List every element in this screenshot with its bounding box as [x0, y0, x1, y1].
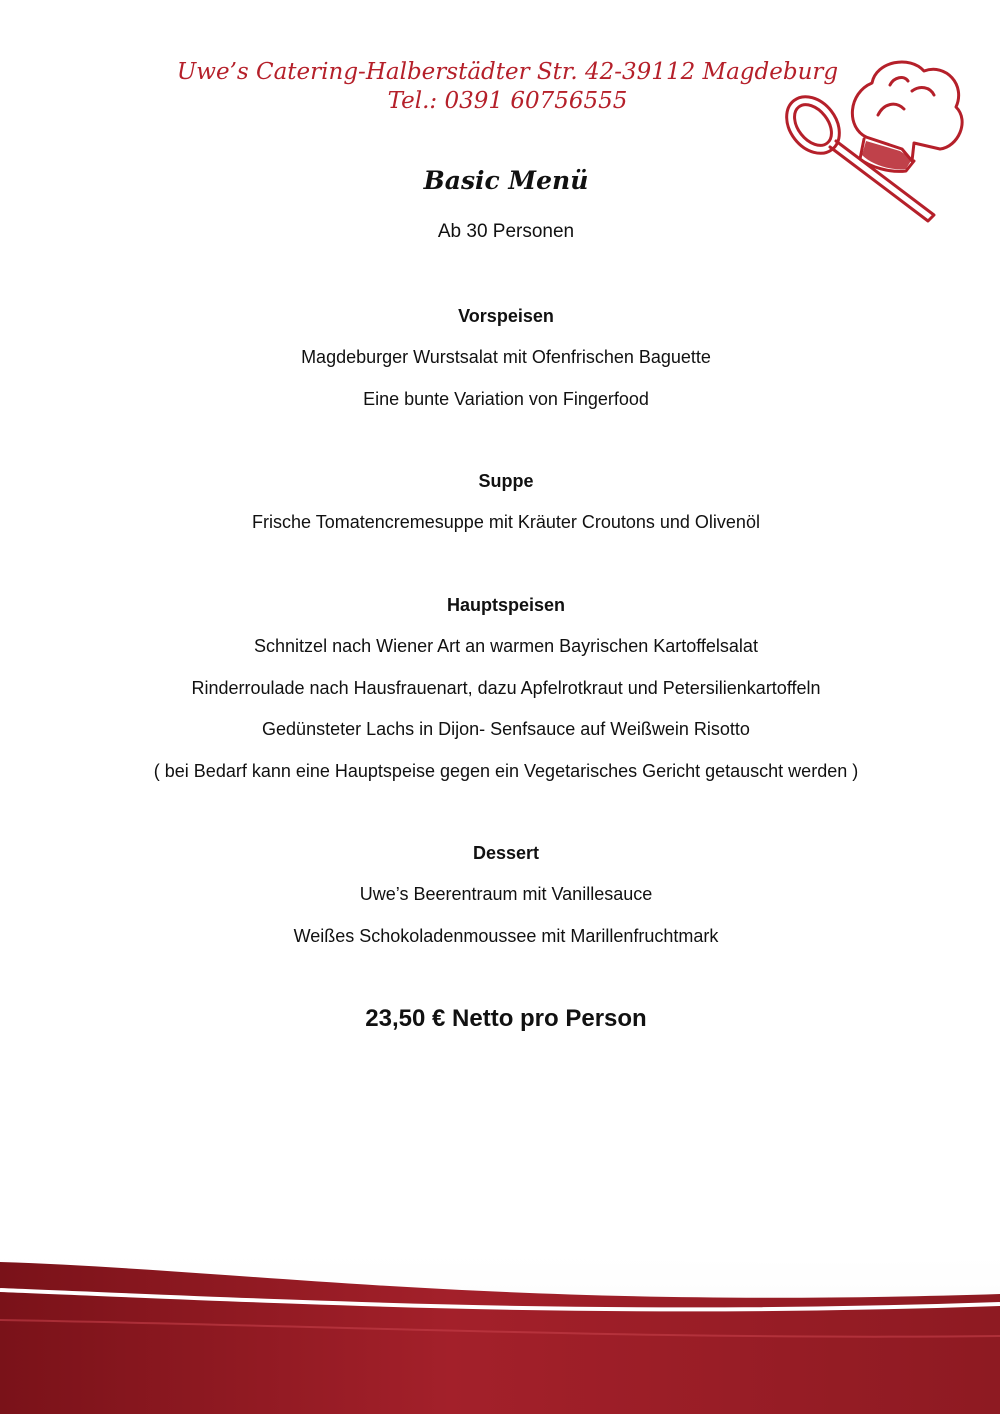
- section-suppe: [0, 470, 1000, 553]
- menu-item: Uwe’s Beerentraum mit Vanillesauce: [359, 884, 653, 904]
- section-dessert: [0, 842, 1000, 966]
- menu-item: Rinderroulade nach Hausfrauenart, dazu Apfelrotkraut und Petersilienkartoffeln: [191, 677, 821, 698]
- company-address: Uwe’s Catering-Halberstädter Str. 42-39112 Magdeburg: [176, 59, 839, 85]
- section-vorspeisen: [0, 305, 1000, 429]
- menu-item: ( bei Bedarf kann eine Hauptspeise gegen ein Vegetarisches Gericht getauscht werden ): [153, 760, 859, 781]
- section-title: Dessert: [472, 843, 540, 863]
- menu-item: Frische Tomatencremesuppe mit Kräuter Croutons und Olivenöl: [252, 512, 760, 532]
- company-phone: Tel.: 0391 60756555: [387, 88, 628, 114]
- footer-wave: [0, 1240, 1000, 1414]
- menu-item: Gedünsteter Lachs in Dijon- Senfsauce auf Weißwein Risotto: [262, 719, 750, 739]
- menu-title: Basic Menü: [423, 166, 589, 195]
- menu-item: Weißes Schokoladenmoussee mit Marillenfruchtmark: [293, 925, 719, 946]
- section-hauptspeisen: [0, 594, 1000, 801]
- section-title: Suppe: [478, 471, 534, 491]
- menu-subtitle: Ab 30 Personen: [437, 221, 575, 242]
- section-title: Hauptspeisen: [446, 595, 566, 615]
- menu-item: Magdeburger Wurstsalat mit Ofenfrischen Baguette: [301, 347, 711, 367]
- chef-hat-and-spoon-icon: [780, 55, 970, 230]
- section-title: Vorspeisen: [458, 306, 554, 326]
- menu-item: Schnitzel nach Wiener Art an warmen Bayrischen Kartoffelsalat: [254, 636, 758, 656]
- price-label: 23,50 € Netto pro Person: [365, 1005, 647, 1032]
- menu-item: Eine bunte Variation von Fingerfood: [363, 388, 649, 409]
